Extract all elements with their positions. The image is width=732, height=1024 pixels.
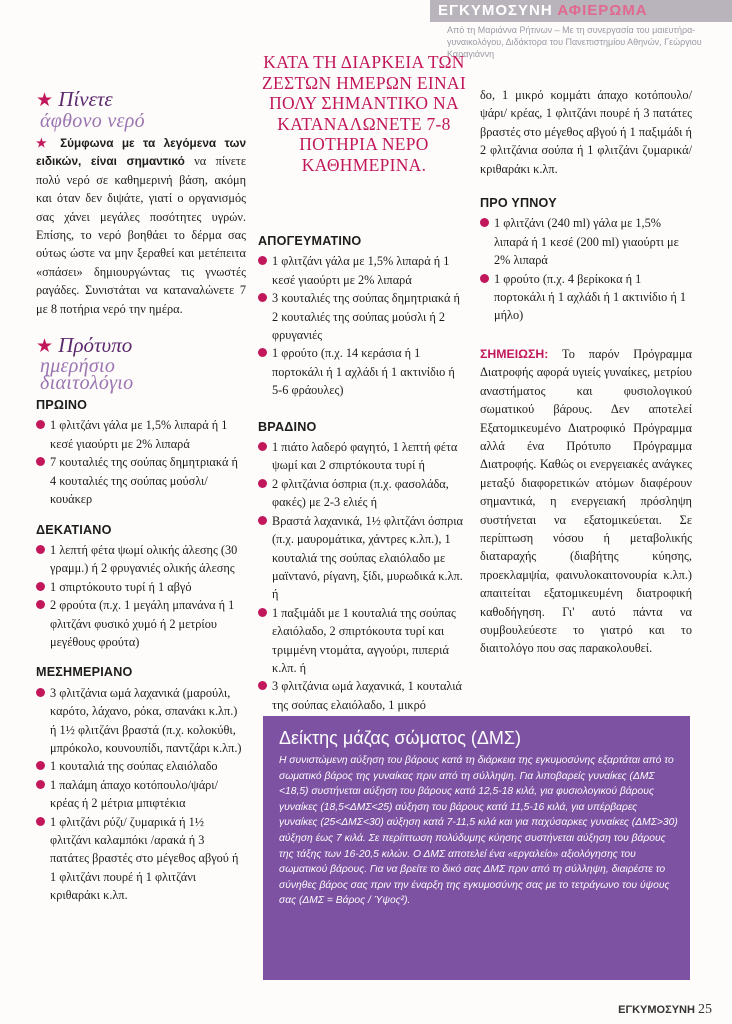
- star-icon: ★: [36, 136, 52, 150]
- note-paragraph: ΣΗΜΕΙΩΣΗ: Το παρόν Πρόγραμμα Διατροφής αφορά υγιείς γυναίκες, μετρίου αναστήματος και φυσιολογικού σωματικού βάρους. Δεν αποτελεί Εξατομικευμένο Διατροφικό Πρόγραμμα αλλά ένα Πρότυπο Πρόγραμμα Διατροφής. Καθώς οι ενεργειακές ανάγκες μεταξύ διαφορετικών ατόμων διαφέρουν σημαντικά, η ενεργειακή πρόσληψη συστήνεται να εξατομικεύεται. Σε περίπτωση νόσου ή μεταβολικής διαταραχής (διαβήτης κύησης, προεκλαμψία, φαινυλοκαιτονουρία κ.λπ.) απαιτείται εξατομικευμένη διατροφική καθοδήγηση. Γι' αυτό πάντα να συμβουλεύεστε το γιατρό και το διαιτολόγο που σας παρακολουθεί.: [480, 346, 692, 656]
- note-label: ΣΗΜΕΙΩΣΗ:: [480, 346, 549, 361]
- bullet-icon: [36, 780, 45, 789]
- bullet-icon: [258, 479, 267, 488]
- meal-title-lunch: ΜΕΣΗΜΕΡΙΑΝΟ: [36, 665, 133, 680]
- bullet-icon: [258, 608, 267, 617]
- bullet-icon: [36, 817, 45, 826]
- meal-title-bedtime: ΠΡΟ ΥΠΝΟΥ: [480, 196, 557, 211]
- bullet-icon: [480, 218, 489, 227]
- bullet-icon: [36, 600, 45, 609]
- bullet-icon: [36, 420, 45, 429]
- heading-drink-water-sub: άφθονο νερό: [40, 110, 145, 132]
- list-item: 1 φρούτο (π.χ. 4 βερίκοκα ή 1 πορτοκάλι ή 1 αχλάδι ή 1 ακτινίδιο ή 1 μήλο): [480, 270, 692, 325]
- star-icon: ★: [36, 336, 54, 358]
- column-3: [480, 86, 692, 658]
- bullet-icon: [258, 516, 267, 525]
- list-item: 3 κουταλιές της σούπας δημητριακά ή 2 κουταλιές της σούπας μούσλι ή 2 φρυγανιές: [258, 289, 468, 344]
- meal-title-afternoon: ΑΠΟΓΕΥΜΑΤΙΝΟ: [258, 234, 362, 248]
- bullet-icon: [36, 688, 45, 697]
- bullet-icon: [480, 274, 489, 283]
- meal-title-dinner: ΒΡΑΔΙΝΟ: [258, 419, 317, 434]
- pull-quote: ΚΑΤΑ ΤΗ ΔΙΑΡΚΕΙΑ ΤΩΝ ΖΕΣΤΩΝ ΗΜΕΡΩΝ ΕΙΝΑΙ ΠΟΛΥ ΣΗΜΑΝΤΙΚΟ ΝΑ ΚΑΤΑΝΑΛΩΝΕΤΕ 7-8 ΠΟΤΗΡΙΑ ΝΕΡΟ ΚΑΘΗΜΕΡΙΝΑ.: [262, 52, 466, 175]
- star-icon: ★: [36, 90, 54, 111]
- bullet-icon: [258, 256, 267, 265]
- page-number: 25: [698, 1002, 712, 1017]
- bullet-icon: [36, 457, 45, 466]
- footer-section: ΕΓΚΥΜΟΣΥΝΗ: [618, 1004, 695, 1016]
- bullet-icon: [36, 582, 45, 591]
- heading-drink-water: ★ Πίνετε: [36, 87, 113, 111]
- list-item: 1 λεπτή φέτα ψωμί ολικής άλεσης (30 γραμμ.) ή 2 φρυγανιές ολικής άλεσης: [36, 541, 246, 578]
- list-item: 1 φλιτζάνι (240 ml) γάλα με 1,5% λιπαρά ή 1 κεσέ (200 ml) γιαούρτι με 2% λιπαρά: [480, 214, 692, 269]
- bullet-icon: [258, 442, 267, 451]
- heading-diet-plan: ★ Πρότυπο: [36, 333, 133, 358]
- heading-diet-plan-sub: ημερήσιο διαιτολόγιο: [40, 355, 134, 395]
- bmi-info-box: [263, 716, 690, 980]
- list-item: 2 φρούτα (π.χ. 1 μεγάλη μπανάνα ή 1 φλιτζάνι φυσικό χυμό ή 2 μετρίου μεγέθους φρούτα): [36, 596, 246, 651]
- bmi-title: Δείκτης μάζας σώματος (ΔΜΣ): [279, 728, 522, 748]
- section-header-label: ΕΓΚΥΜΟΣΥΝΗ ΑΦΙΕΡΩΜΑ: [438, 2, 648, 19]
- list-item: 1 φλιτζάνι γάλα με 1,5% λιπαρά ή 1 κεσέ γιαούρτι με 2% λιπαρά: [258, 252, 468, 289]
- dinner-continued: δο, 1 μικρό κομμάτι άπαχο κοτόπουλο/ ψάρι/ κρέας, 1 φλιτζάνι πουρέ ή 3 πατάτες βραστές στο μέγεθος αβγού ή 1 παξιμάδι ή 2 φλιτζάνια σούπα ή 1 φλιτζάνι ζυμαρικά/ κριθαράκι κ.λπ.: [480, 88, 692, 176]
- page-footer: [618, 1002, 712, 1018]
- meal-title-snack: ΔΕΚΑΤΙΑΝΟ: [36, 522, 112, 537]
- bullet-icon: [258, 681, 267, 690]
- list-item: 1 παξιμάδι με 1 κουταλιά της σούπας ελαιόλαδο, 2 σπιρτόκουτα τυρί και τριμμένη ντομάτα, αγγούρι, πιπεριά κ.λπ. ή: [258, 604, 468, 678]
- column-1: [36, 88, 246, 905]
- water-paragraph: ★ Σύμφωνα με τα λεγόμενα των ειδικών, είναι σημαντικό να πίνετε πολύ νερό σε καθημερινή βάση, ακόμη και όταν δεν διψάτε, γιατί ο οργανισμός σας χάνει μεγάλες ποσότητες υγρών. Επίσης, το νερό βοηθάει το δέρμα σας ούτως ώστε να μην ξεραθεί και μετέπειτα «σπάσει» δημιουργώντας τις γνωστές ραγάδες. Συνιστάται να καταναλώνετε 7 με 8 ποτήρια νερό την ημέρα.: [36, 136, 247, 316]
- section-header-bar: [430, 0, 732, 22]
- meal-title-breakfast: ΠΡΩΙΝΟ: [36, 398, 88, 413]
- list-item: 1 πιάτο λαδερό φαγητό, 1 λεπτή φέτα ψωμί και 2 σπιρτόκουτα τυρί ή: [258, 438, 468, 475]
- list-item: 1 κουταλιά της σούπας ελαιόλαδο: [36, 757, 246, 775]
- list-item: 3 φλιτζάνια ωμά λαχανικά (μαρούλι, καρότο, λάχανο, ρόκα, σπανάκι κ.λπ.) ή 1½ φλιτζάνι βραστά (π.χ. κολοκύθι, μπρόκολο, κουνουπίδι, παντζάρι κ.λπ.): [36, 684, 246, 758]
- list-item: 1 φρούτο (π.χ. 14 κεράσια ή 1 πορτοκάλι ή 1 αχλάδι ή 1 ακτινίδιο ή 5-6 φράουλες): [258, 344, 468, 399]
- list-item: 3 φλιτζάνια ωμά λαχανικά, 1 κουταλιά της σούπας ελαιόλαδο, 1 μικρό: [258, 677, 468, 714]
- list-item: 7 κουταλιές της σούπας δημητριακά ή 4 κουταλιές της σούπας μούσλι/κουάκερ: [36, 453, 246, 508]
- list-item: Βραστά λαχανικά, 1½ φλιτζάνι όσπρια (π.χ. μαυρομάτικα, χάντρες κ.λπ.), 1 κουταλιά της σούπας ελαιόλαδο με μαϊντανό, ρίγανη, ξίδι, μυρωδικά κ.λπ. ή: [258, 512, 468, 604]
- bullet-icon: [36, 761, 45, 770]
- list-item: 1 παλάμη άπαχο κοτόπουλο/ψάρι/ κρέας ή 2 μέτρια μπιφτέκια: [36, 776, 246, 813]
- byline-note: Από τη Μαριάννα Ρήτινων – Με τη συνεργασία του μαιευτήρα-γυναικολόγου, Διδάκτορα του Πανεπιστημίου Αθηνών, Γεώργιου Καραγιάννη: [447, 25, 702, 59]
- list-item: 1 φλιτζάνι γάλα με 1,5% λιπαρά ή 1 κεσέ γιαούρτι με 2% λιπαρά: [36, 416, 246, 453]
- list-item: 2 φλιτζάνια όσπρια (π.χ. φασολάδα, φακές) με 2-3 ελιές ή: [258, 475, 468, 512]
- bmi-body: Η συνιστώμενη αύξηση του βάρους κατά τη διάρκεια της εγκυμοσύνης εξαρτάται από το σωματικό βάρος της γυναίκας πριν από τη σύλληψη. Για λιποβαρείς γυναίκες (ΔΜΣ <18,5) συστήνεται αύξηση του βάρους κατά 12,5-18 κιλά, για φυσιολογικού βάρους γυναίκες (18,5<ΔΜΣ<25) αύξηση του βάρους κατά 11,5-16 κιλά, για υπέρβαρες γυναίκες (25<ΔΜΣ<30) αύξηση κατά 7-11,5 κιλά και για παχύσαρκες γυναίκες (ΔΜΣ>30) αύξηση έως 7 κιλά. Σε περίπτωση πολύδυμης κύησης συστήνεται αύξηση του βάρους της τάξης των 16-20,5 κιλών. Ο ΔΜΣ αποτελεί ένα «εργαλείο» αξιολόγησης του σωματικού βάρους. Για να βρείτε το δικό σας ΔΜΣ πριν από τη σύλληψη, διαιρέστε το σύνηθες βάρος σας πριν την έναρξη της εγκυμοσύνης σας με το τετράγωνο του ύψους σας (ΔΜΣ = Βάρος / Ύψος²).: [279, 755, 678, 907]
- list-item: 1 σπιρτόκουτο τυρί ή 1 αβγό: [36, 578, 246, 596]
- list-item: 1 φλιτζάνι ρύζι/ ζυμαρικά ή 1½ φλιτζάνι καλαμπόκι /αρακά ή 3 πατάτες βραστές στο μέγεθος αβγού ή 1 φλιτζάνι πουρέ ή 1 φλιτζάνι κριθαράκι κ.λπ.: [36, 813, 246, 905]
- bullet-icon: [258, 293, 267, 302]
- bullet-icon: [258, 348, 267, 357]
- column-2: [258, 228, 468, 714]
- bullet-icon: [36, 545, 45, 554]
